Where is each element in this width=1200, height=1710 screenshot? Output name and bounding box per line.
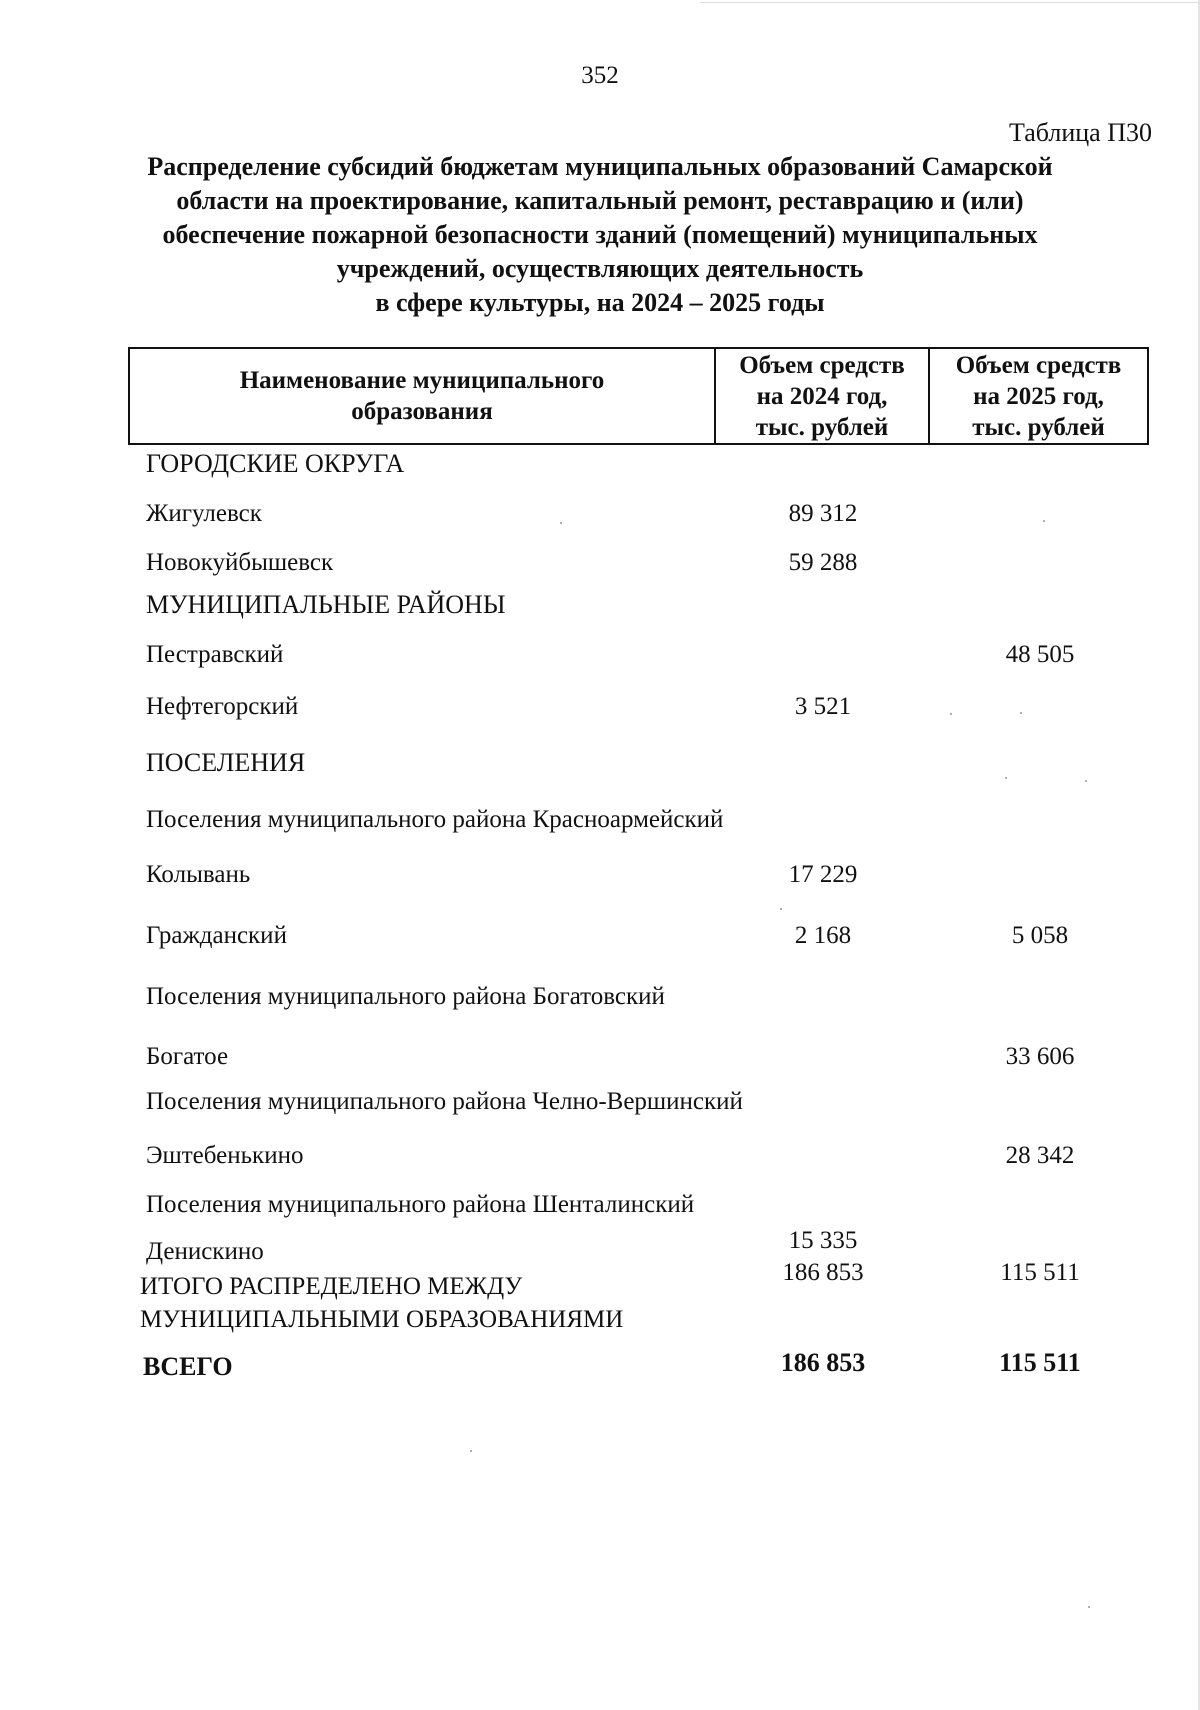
grand-total-label: ВСЕГО xyxy=(143,1352,233,1381)
total-value-2025: 115 511 xyxy=(1000,1259,1080,1286)
title-line: в сфере культуры, на 2024 – 2025 годы xyxy=(375,288,825,317)
row-name: Нефтегорский xyxy=(146,693,299,720)
title-line: обеспечение пожарной безопасности зданий (помещений) муниципальных xyxy=(162,220,1038,249)
value-2024: 59 288 xyxy=(788,549,858,576)
scan-speck xyxy=(1043,520,1045,522)
row-name: Гражданский xyxy=(146,922,287,949)
column-header-2024 xyxy=(716,349,930,443)
scan-top-line xyxy=(700,2,1200,3)
title-line: Распределение субсидий бюджетам муниципальных образований Самарской xyxy=(147,152,1053,181)
value-2024: 17 229 xyxy=(788,861,858,888)
total-label-line: МУНИЦИПАЛЬНЫМИ ОБРАЗОВАНИЯМИ xyxy=(140,1306,624,1333)
scan-speck xyxy=(950,713,952,715)
value-2024: 89 312 xyxy=(788,500,858,527)
page-number: 352 xyxy=(581,62,619,89)
row-name: Пестравский xyxy=(146,641,284,668)
value-2025: 28 342 xyxy=(1005,1142,1075,1169)
total-label-line: ИТОГО РАСПРЕДЕЛЕНО МЕЖДУ xyxy=(140,1273,523,1300)
grand-total-value-2025: 115 511 xyxy=(999,1348,1081,1377)
row-name: Новокуйбышевск xyxy=(146,549,334,576)
header-line: на 2024 год, xyxy=(756,382,888,410)
header-line: Объем средств xyxy=(739,351,905,379)
column-header-2025 xyxy=(930,349,1147,443)
total-label xyxy=(140,1270,623,1336)
scan-speck xyxy=(560,522,562,524)
header-line: Объем средств xyxy=(955,351,1122,379)
total-value-2024: 186 853 xyxy=(782,1259,864,1286)
row-name: ГОРОДСКИЕ ОКРУГА xyxy=(146,449,405,478)
value-2024: 15 335 xyxy=(788,1227,858,1254)
header-line: образования xyxy=(351,398,493,425)
header-line: Наименование муниципального xyxy=(239,367,605,394)
header-line: тыс. рублей xyxy=(755,413,889,441)
column-header-name xyxy=(130,349,716,443)
row-name: МУНИЦИПАЛЬНЫЕ РАЙОНЫ xyxy=(146,590,506,619)
value-2025: 33 606 xyxy=(1005,1043,1075,1070)
grand-total-value-2024: 186 853 xyxy=(780,1348,866,1377)
header-line: на 2025 год, xyxy=(973,382,1104,410)
value-2024: 3 521 xyxy=(794,693,852,720)
row-name: Поселения муниципального района Челно-Вершинский xyxy=(146,1088,743,1115)
row-name: Денискино xyxy=(146,1238,264,1265)
row-name: Жигулевск xyxy=(146,500,262,527)
row-name: Богатое xyxy=(146,1043,229,1070)
scan-speck xyxy=(780,908,782,910)
header-line: тыс. рублей xyxy=(972,413,1105,441)
value-2024: 2 168 xyxy=(794,922,852,949)
row-name: Поселения муниципального района Богатовский xyxy=(146,983,665,1010)
table-header xyxy=(128,347,1149,445)
table-label: Таблица П30 xyxy=(1009,118,1152,147)
scan-speck xyxy=(470,1450,472,1452)
scan-speck xyxy=(1085,780,1087,782)
value-2025: 5 058 xyxy=(1011,922,1069,949)
value-2025: 48 505 xyxy=(1005,641,1075,668)
row-name: Поселения муниципального района Шенталинский xyxy=(146,1191,695,1218)
document-title xyxy=(100,150,1100,320)
scan-speck xyxy=(1020,712,1022,714)
row-name: Колывань xyxy=(146,861,251,888)
row-name: ПОСЕЛЕНИЯ xyxy=(146,748,306,777)
scan-speck xyxy=(1005,777,1007,779)
title-line: учреждений, осуществляющих деятельность xyxy=(336,254,864,283)
row-name: Эштебенькино xyxy=(146,1142,304,1169)
row-name: Поселения муниципального района Красноармейский xyxy=(146,806,724,833)
title-line: области на проектирование, капитальный ремонт, реставрацию и (или) xyxy=(176,186,1024,215)
scan-speck xyxy=(1088,1606,1090,1608)
